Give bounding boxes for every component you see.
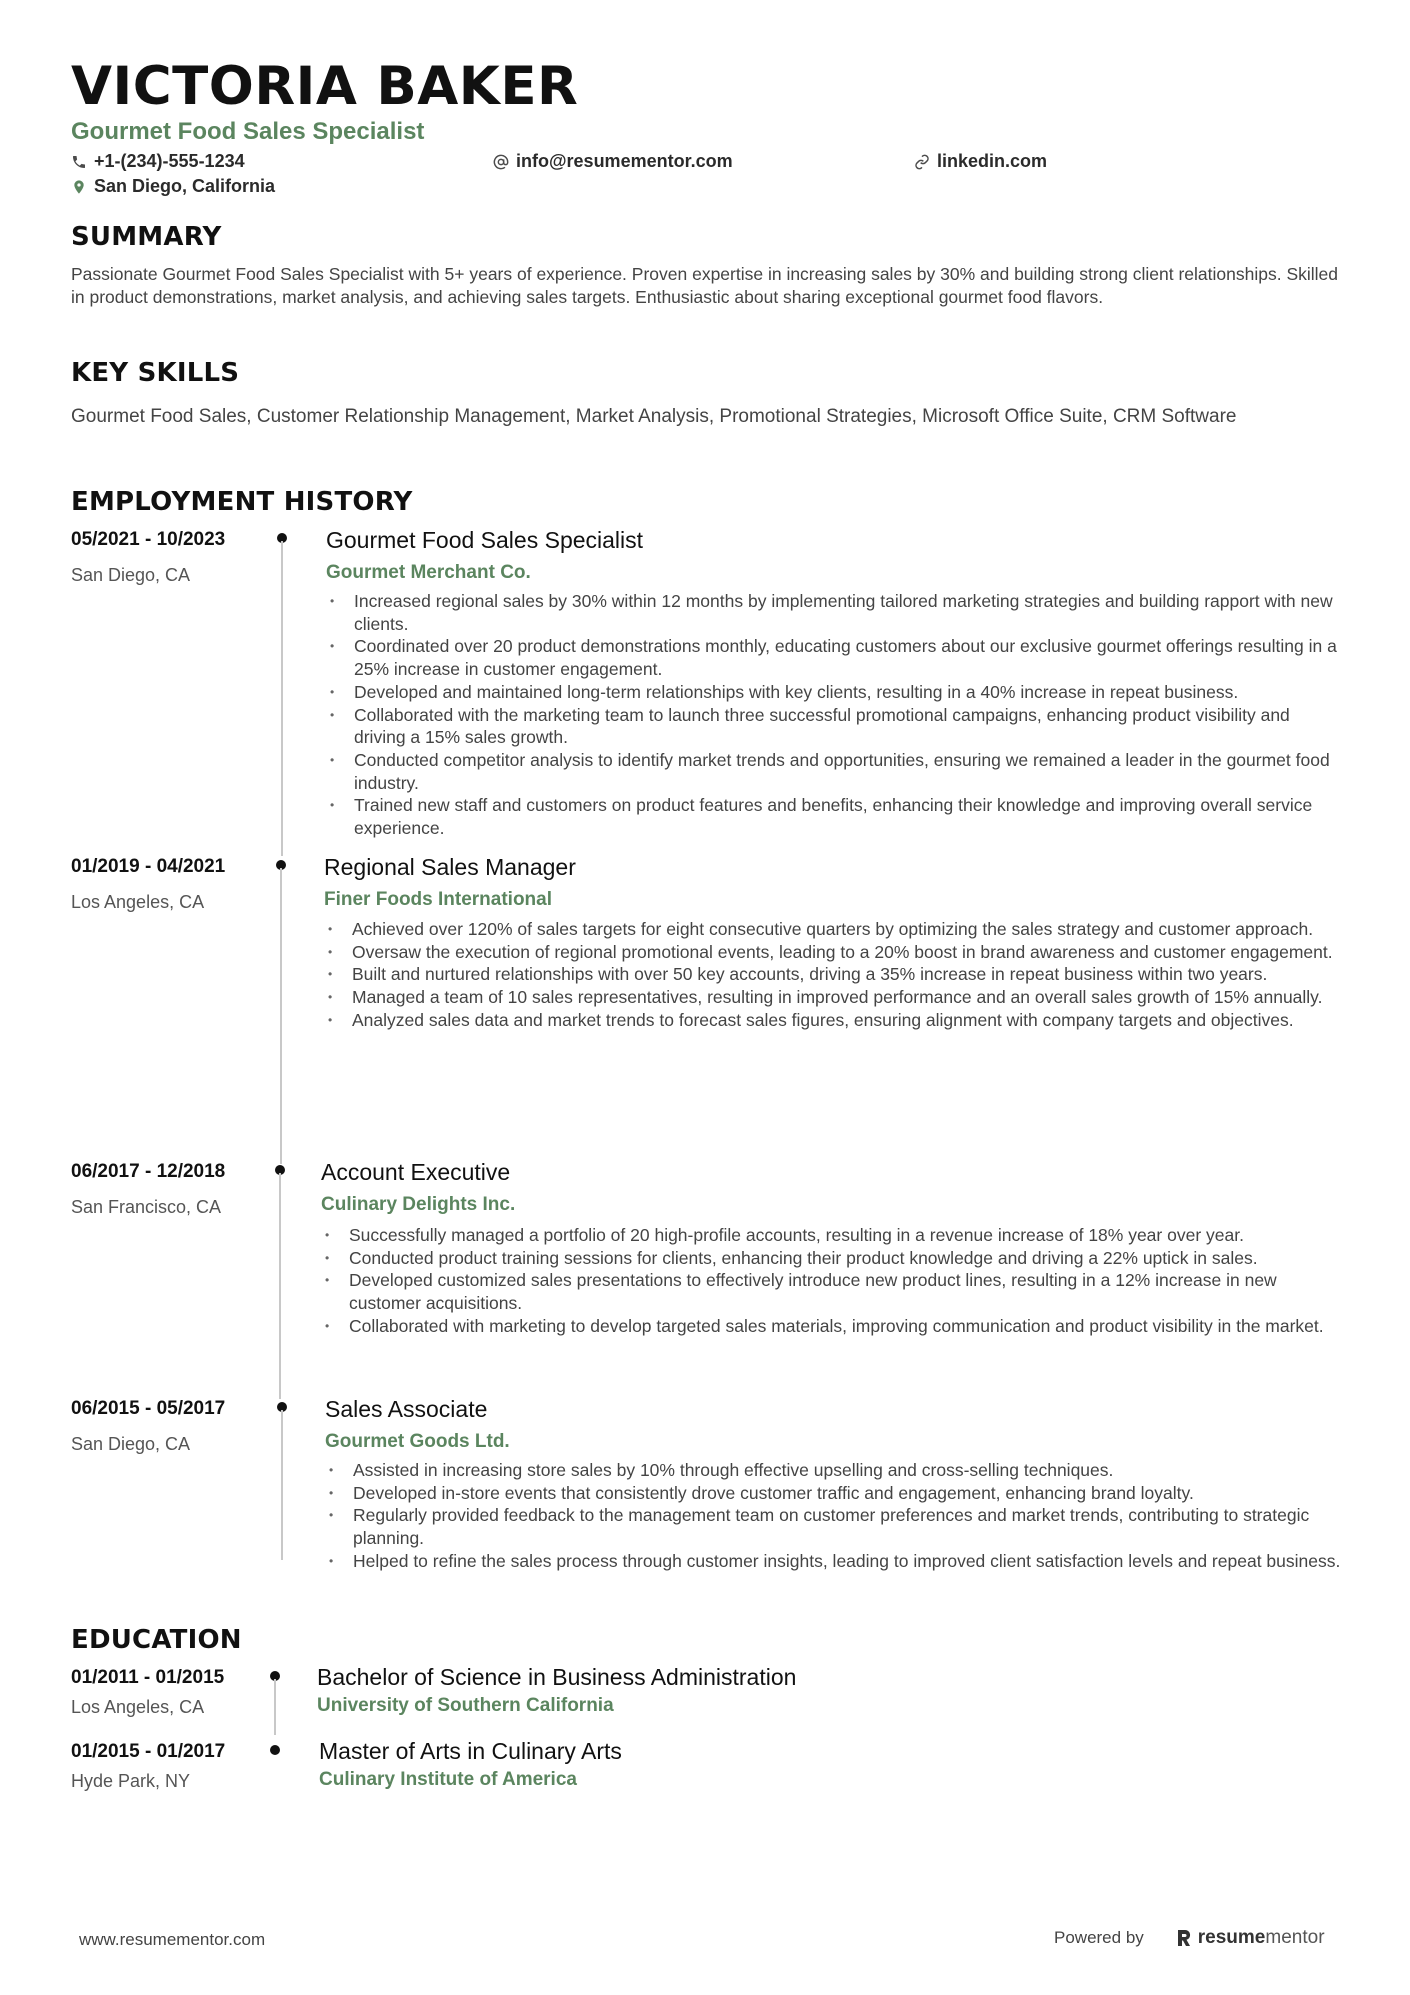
phone-icon (71, 154, 87, 170)
education-degree: Bachelor of Science in Business Administration (317, 1664, 797, 1690)
education-location: Los Angeles, CA (71, 1697, 205, 1717)
phone-text: +1-(234)-555-1234 (94, 151, 245, 171)
job-dates: 06/2017 - 12/2018 (71, 1161, 226, 1182)
job-bullets (321, 1224, 1346, 1338)
education-school: Culinary Institute of America (319, 1769, 577, 1790)
list-item: • Analyzed sales data and market trends to forecast sales figures, ensuring alignment with company targets and objectives. (324, 1009, 1346, 1032)
list-item: • Conducted product training sessions for clients, enhancing their product knowledge and driving a 22% uptick in sales. (321, 1247, 1346, 1270)
list-item: • Regularly provided feedback to the management team on customer preferences and market trends, contributing to strategic planning. (325, 1504, 1346, 1549)
brand-name-bold: resume (1197, 1927, 1266, 1948)
list-item: • Built and nurtured relationships with over 50 key accounts, driving a 35% increase in repeat business within two years. (324, 963, 1346, 986)
job-title: Sales Associate (325, 1396, 488, 1422)
contact-linkedin[interactable] (914, 151, 1047, 172)
job-dates: 05/2021 - 10/2023 (71, 529, 226, 550)
job-dates: 01/2019 - 04/2021 (71, 856, 226, 877)
list-item: • Achieved over 120% of sales targets for eight consecutive quarters by optimizing the sales strategy and customer approach. (324, 918, 1346, 941)
list-item: • Collaborated with the marketing team to launch three successful promotional campaigns, enhancing product visibility and driving a 15% sales growth. (326, 704, 1346, 749)
education-heading: EDUCATION (71, 1625, 242, 1655)
skills-heading: KEY SKILLS (71, 358, 240, 388)
education-dates: 01/2011 - 01/2015 (71, 1667, 225, 1688)
job-title: Account Executive (321, 1159, 511, 1185)
job-bullets (325, 1459, 1346, 1573)
location-text: San Diego, California (94, 176, 276, 196)
timeline-line (280, 868, 282, 1164)
education-location: Hyde Park, NY (71, 1771, 191, 1791)
email-text: info@resumementor.com (516, 151, 733, 171)
summary-text: Passionate Gourmet Food Sales Specialist with 5+ years of experience. Proven expertise in increasing sales by 30% and building strong client relationships. Skilled in product demonstrations, market analysis, and achieving sales targets. Enthusiastic about sharing exceptional gourmet food flavors. (71, 264, 1339, 307)
powered-by-text: Powered by (1054, 1928, 1144, 1947)
link-icon (914, 154, 930, 170)
list-item: • Developed customized sales presentations to effectively introduce new product lines, resulting in a 12% increase in new customer acquisitions. (321, 1269, 1346, 1314)
job-title: Regional Sales Manager (324, 854, 576, 880)
list-item: • Successfully managed a portfolio of 20 high-profile accounts, resulting in a revenue increase of 18% year over year. (321, 1224, 1346, 1247)
job-company: Finer Foods International (324, 889, 553, 910)
job-location: Los Angeles, CA (71, 892, 205, 912)
contact-email[interactable] (493, 151, 733, 172)
map-pin-icon (71, 179, 87, 195)
skills-text: Gourmet Food Sales, Customer Relationship Management, Market Analysis, Promotional Strategies, Microsoft Office Suite, CRM Software (71, 406, 1237, 427)
footer-website[interactable]: www.resumementor.com (79, 1930, 266, 1949)
job-location: San Francisco, CA (71, 1197, 222, 1217)
summary-heading: SUMMARY (71, 222, 222, 252)
timeline-dot (270, 1745, 280, 1755)
job-location: San Diego, CA (71, 565, 191, 585)
job-company: Gourmet Goods Ltd. (325, 1431, 510, 1452)
job-bullets (324, 918, 1346, 1032)
list-item: • Managed a team of 10 sales representatives, resulting in improved performance and an overall sales growth of 15% annually. (324, 986, 1346, 1009)
footer-powered-by (1054, 1927, 1325, 1949)
candidate-role: Gourmet Food Sales Specialist (71, 118, 425, 145)
job-company: Gourmet Merchant Co. (326, 562, 531, 583)
education-school: University of Southern California (317, 1695, 614, 1716)
resumementor-logo-icon (1176, 1929, 1192, 1947)
job-dates: 06/2015 - 05/2017 (71, 1398, 226, 1419)
education-degree: Master of Arts in Culinary Arts (319, 1738, 622, 1764)
list-item: • Developed and maintained long-term relationships with key clients, resulting in a 40% increase in repeat business. (326, 681, 1346, 704)
timeline-line (279, 1173, 281, 1399)
job-title: Gourmet Food Sales Specialist (326, 527, 644, 553)
list-item: • Collaborated with marketing to develop targeted sales materials, improving communication and product visibility in the market. (321, 1315, 1346, 1338)
brand-logo[interactable] (1176, 1927, 1325, 1949)
list-item: • Trained new staff and customers on product features and benefits, enhancing their knowledge and improving overall service experience. (326, 794, 1346, 839)
list-item: • Assisted in increasing store sales by 10% through effective upselling and cross-selling techniques. (325, 1459, 1346, 1482)
list-item: • Helped to refine the sales process through customer insights, leading to improved client satisfaction levels and repeat business. (325, 1550, 1346, 1573)
linkedin-text: linkedin.com (937, 151, 1048, 171)
list-item: • Increased regional sales by 30% within 12 months by implementing tailored marketing strategies and building rapport with new clients. (326, 590, 1346, 635)
timeline-line (281, 1410, 283, 1560)
list-item: • Developed in-store events that consistently drove customer traffic and engagement, enhancing brand loyalty. (325, 1482, 1346, 1505)
brand-name-light: mentor (1265, 1927, 1325, 1948)
job-bullets (326, 590, 1346, 840)
list-item: • Coordinated over 20 product demonstrations monthly, educating customers about our exclusive gourmet offerings resulting in a 25% increase in customer engagement. (326, 635, 1346, 680)
candidate-name: VICTORIA BAKER (71, 56, 579, 117)
timeline-line (274, 1679, 276, 1735)
job-location: San Diego, CA (71, 1434, 191, 1454)
job-company: Culinary Delights Inc. (321, 1194, 516, 1215)
contact-phone (71, 151, 245, 172)
timeline-line (281, 541, 283, 856)
list-item: • Oversaw the execution of regional promotional events, leading to a 20% boost in brand awareness and customer engagement. (324, 941, 1346, 964)
contact-location (71, 176, 275, 197)
education-dates: 01/2015 - 01/2017 (71, 1741, 226, 1762)
at-icon (493, 154, 509, 170)
list-item: • Conducted competitor analysis to identify market trends and opportunities, ensuring we remained a leader in the gourmet food industry. (326, 749, 1346, 794)
employment-heading: EMPLOYMENT HISTORY (71, 487, 413, 517)
